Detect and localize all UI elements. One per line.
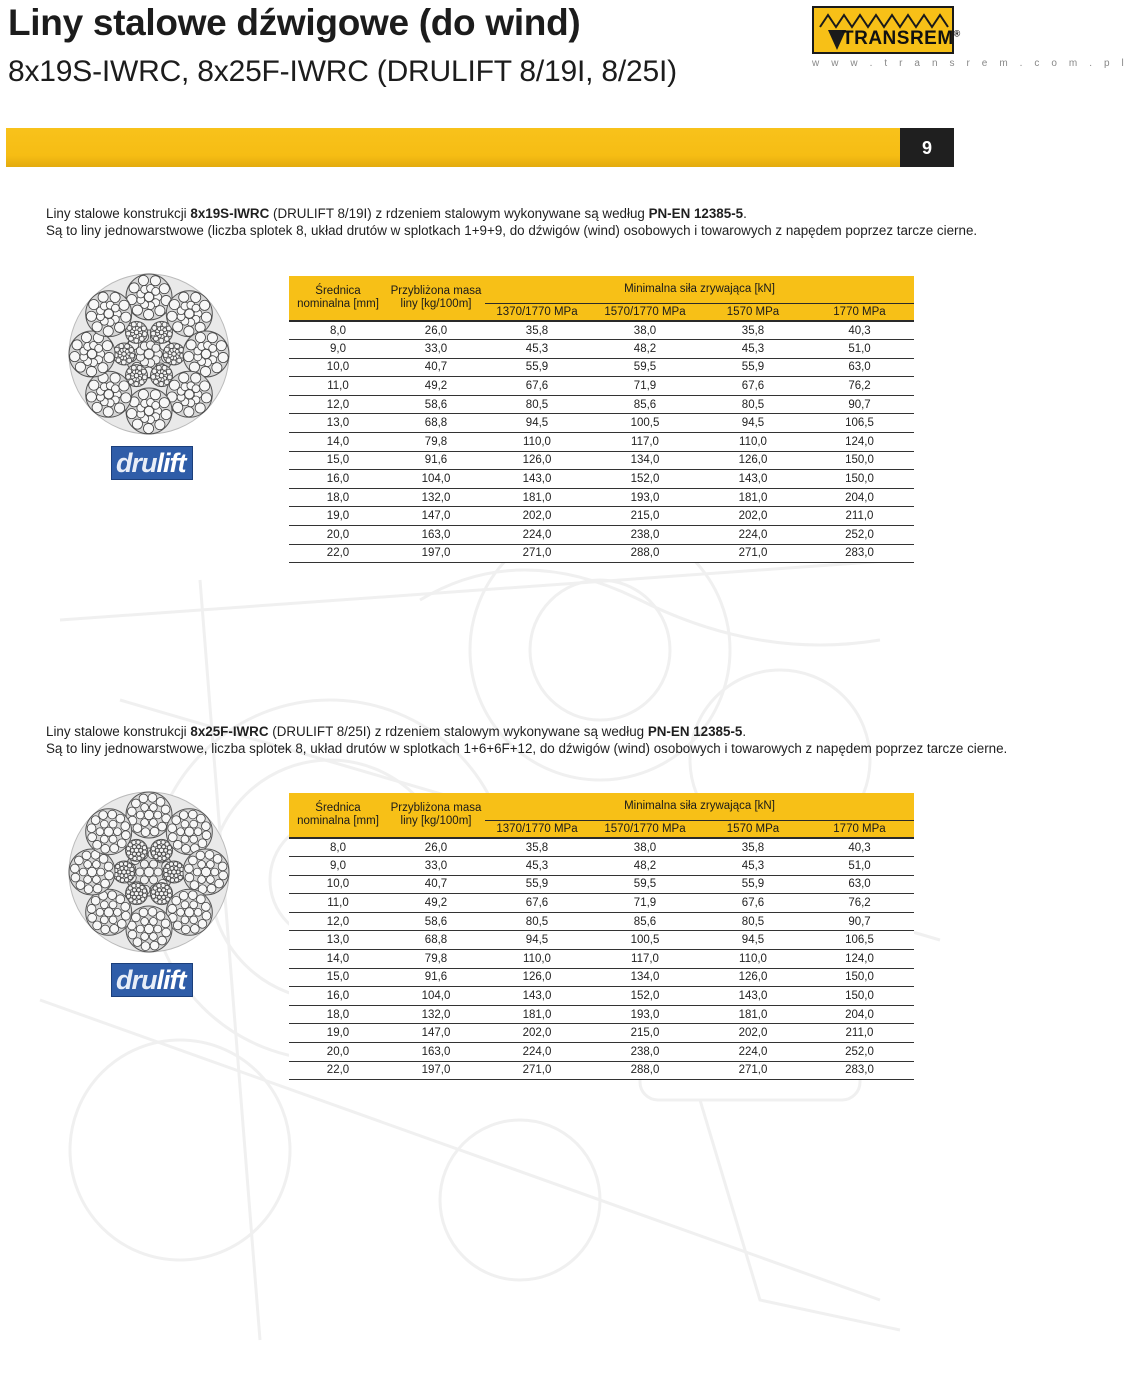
table-row bbox=[289, 451, 914, 470]
table-row bbox=[289, 968, 914, 987]
subcol-header: 1370/1770 MPa bbox=[485, 303, 589, 321]
table-cell: 10,0 bbox=[289, 875, 387, 894]
table-row bbox=[289, 875, 914, 894]
table-cell: 79,8 bbox=[387, 433, 485, 452]
table-cell: 110,0 bbox=[485, 950, 589, 969]
spec-table-8x25 bbox=[289, 793, 914, 1080]
table-cell: 35,8 bbox=[485, 838, 589, 857]
table-cell: 11,0 bbox=[289, 894, 387, 913]
table-cell: 124,0 bbox=[805, 433, 914, 452]
table-cell: 238,0 bbox=[589, 526, 701, 545]
table-cell: 13,0 bbox=[289, 931, 387, 950]
table-cell: 202,0 bbox=[485, 507, 589, 526]
table-cell: 202,0 bbox=[485, 1024, 589, 1043]
table-row bbox=[289, 358, 914, 377]
table-cell: 40,7 bbox=[387, 358, 485, 377]
col-header-mass: Przybliżona masa liny [kg/100m] bbox=[387, 793, 485, 838]
standard-name: PN-EN 12385-5 bbox=[647, 724, 743, 739]
table-cell: 143,0 bbox=[485, 987, 589, 1006]
table-cell: 9,0 bbox=[289, 857, 387, 876]
table-cell: 91,6 bbox=[387, 968, 485, 987]
table-cell: 202,0 bbox=[701, 1024, 805, 1043]
table-cell: 51,0 bbox=[805, 857, 914, 876]
table-cell: 150,0 bbox=[805, 470, 914, 489]
page-subtitle: 8x19S-IWRC, 8x25F-IWRC (DRULIFT 8/19I, 8/25I) bbox=[8, 55, 677, 88]
table-cell: 58,6 bbox=[387, 912, 485, 931]
table-cell: 100,5 bbox=[589, 931, 701, 950]
table-cell: 80,5 bbox=[701, 395, 805, 414]
table-cell: 49,2 bbox=[387, 377, 485, 396]
table-cell: 152,0 bbox=[589, 987, 701, 1006]
website-link[interactable]: w w w . t r a n s r e m . c o m . p l bbox=[812, 58, 1128, 69]
table-cell: 67,6 bbox=[701, 377, 805, 396]
table-cell: 150,0 bbox=[805, 987, 914, 1006]
table-cell: 100,5 bbox=[589, 414, 701, 433]
table-row bbox=[289, 987, 914, 1006]
table-cell: 55,9 bbox=[701, 875, 805, 894]
logo-text: TRANSREM bbox=[842, 28, 954, 49]
table-cell: 55,9 bbox=[701, 358, 805, 377]
table-cell: 271,0 bbox=[701, 544, 805, 563]
transrem-logo[interactable] bbox=[812, 6, 961, 54]
table-cell: 90,7 bbox=[805, 395, 914, 414]
table-cell: 16,0 bbox=[289, 987, 387, 1006]
spec-table-8x19 bbox=[289, 276, 914, 563]
table-row bbox=[289, 857, 914, 876]
table-cell: 163,0 bbox=[387, 526, 485, 545]
intro-text: Liny stalowe konstrukcji bbox=[46, 206, 191, 221]
drulift-logo-part1: dru bbox=[116, 965, 157, 995]
table-cell: 68,8 bbox=[387, 931, 485, 950]
table-cell: 126,0 bbox=[701, 451, 805, 470]
table-cell: 58,6 bbox=[387, 395, 485, 414]
table-cell: 45,3 bbox=[485, 857, 589, 876]
table-cell: 252,0 bbox=[805, 1043, 914, 1062]
table-cell: 67,6 bbox=[485, 377, 589, 396]
table-cell: 22,0 bbox=[289, 1061, 387, 1080]
table-cell: 104,0 bbox=[387, 987, 485, 1006]
table-row bbox=[289, 1005, 914, 1024]
table-cell: 211,0 bbox=[805, 507, 914, 526]
table-cell: 132,0 bbox=[387, 488, 485, 507]
table-cell: 117,0 bbox=[589, 950, 701, 969]
table-cell: 26,0 bbox=[387, 838, 485, 857]
table-cell: 197,0 bbox=[387, 544, 485, 563]
table-cell: 224,0 bbox=[701, 526, 805, 545]
col-header-mass: Przybliżona masa liny [kg/100m] bbox=[387, 276, 485, 321]
table-cell: 85,6 bbox=[589, 395, 701, 414]
table-cell: 38,0 bbox=[589, 321, 701, 340]
table-cell: 48,2 bbox=[589, 857, 701, 876]
table-cell: 68,8 bbox=[387, 414, 485, 433]
intro-text: . bbox=[742, 724, 747, 739]
table-cell: 94,5 bbox=[701, 414, 805, 433]
table-cell: 252,0 bbox=[805, 526, 914, 545]
table-cell: 55,9 bbox=[485, 358, 589, 377]
table-cell: 76,2 bbox=[805, 377, 914, 396]
rope-cross-section-8x25-image bbox=[68, 791, 230, 953]
table-cell: 18,0 bbox=[289, 1005, 387, 1024]
table-cell: 147,0 bbox=[387, 507, 485, 526]
table-cell: 143,0 bbox=[485, 470, 589, 489]
table-cell: 150,0 bbox=[805, 968, 914, 987]
table-body bbox=[289, 838, 914, 1080]
table-row bbox=[289, 544, 914, 563]
table-cell: 126,0 bbox=[485, 451, 589, 470]
table-row bbox=[289, 1061, 914, 1080]
drulift-logo-part2: lift bbox=[156, 965, 186, 995]
table-cell: 94,5 bbox=[701, 931, 805, 950]
table-cell: 40,3 bbox=[805, 838, 914, 857]
table-cell: 271,0 bbox=[485, 1061, 589, 1080]
table-cell: 110,0 bbox=[485, 433, 589, 452]
table-cell: 76,2 bbox=[805, 894, 914, 913]
table-cell: 63,0 bbox=[805, 875, 914, 894]
table-cell: 48,2 bbox=[589, 340, 701, 359]
table-row bbox=[289, 340, 914, 359]
section1-intro-line1 bbox=[46, 205, 747, 222]
table-cell: 26,0 bbox=[387, 321, 485, 340]
table-cell: 80,5 bbox=[485, 395, 589, 414]
table-cell: 238,0 bbox=[589, 1043, 701, 1062]
table-row bbox=[289, 838, 914, 857]
table-row bbox=[289, 894, 914, 913]
construction-name: 8x19S-IWRC bbox=[190, 206, 270, 221]
table-cell: 163,0 bbox=[387, 1043, 485, 1062]
table-cell: 8,0 bbox=[289, 321, 387, 340]
table-cell: 288,0 bbox=[589, 544, 701, 563]
table-row bbox=[289, 912, 914, 931]
drulift-logo-part2: lift bbox=[156, 448, 186, 478]
table-row bbox=[289, 1043, 914, 1062]
rope-cross-section-8x19-image bbox=[68, 273, 230, 435]
table-cell: 51,0 bbox=[805, 340, 914, 359]
table-cell: 85,6 bbox=[589, 912, 701, 931]
table-cell: 143,0 bbox=[701, 987, 805, 1006]
table-cell: 204,0 bbox=[805, 488, 914, 507]
table-cell: 288,0 bbox=[589, 1061, 701, 1080]
table-cell: 35,8 bbox=[701, 838, 805, 857]
table-row bbox=[289, 950, 914, 969]
table-cell: 271,0 bbox=[485, 544, 589, 563]
table-row bbox=[289, 526, 914, 545]
col-header-diameter: Średnica nominalna [mm] bbox=[289, 793, 387, 838]
table-cell: 110,0 bbox=[701, 433, 805, 452]
table-cell: 224,0 bbox=[485, 526, 589, 545]
section2-intro-line1 bbox=[46, 723, 746, 740]
table-cell: 8,0 bbox=[289, 838, 387, 857]
table-cell: 211,0 bbox=[805, 1024, 914, 1043]
table-cell: 181,0 bbox=[701, 488, 805, 507]
table-cell: 35,8 bbox=[701, 321, 805, 340]
table-cell: 18,0 bbox=[289, 488, 387, 507]
table-cell: 143,0 bbox=[701, 470, 805, 489]
table-cell: 20,0 bbox=[289, 1043, 387, 1062]
logo-zigzag-icon bbox=[820, 14, 948, 28]
table-cell: 193,0 bbox=[589, 488, 701, 507]
table-cell: 132,0 bbox=[387, 1005, 485, 1024]
table-cell: 283,0 bbox=[805, 544, 914, 563]
section1-intro-line2: Są to liny jednowarstwowe (liczba splotek 8, układ drutów w splotkach 1+9+9, do dźwigów (wind) osobowych i towarowych z napędem poprzez tarcze cierne. bbox=[46, 223, 978, 238]
table-cell: 14,0 bbox=[289, 950, 387, 969]
table-cell: 197,0 bbox=[387, 1061, 485, 1080]
table-cell: 22,0 bbox=[289, 544, 387, 563]
table-cell: 181,0 bbox=[701, 1005, 805, 1024]
table-cell: 20,0 bbox=[289, 526, 387, 545]
table-cell: 104,0 bbox=[387, 470, 485, 489]
table-cell: 45,3 bbox=[701, 340, 805, 359]
subcol-header: 1570/1770 MPa bbox=[589, 820, 701, 838]
table-cell: 38,0 bbox=[589, 838, 701, 857]
table-cell: 35,8 bbox=[485, 321, 589, 340]
table-cell: 71,9 bbox=[589, 894, 701, 913]
table-cell: 40,7 bbox=[387, 875, 485, 894]
table-cell: 67,6 bbox=[701, 894, 805, 913]
page-number: 9 bbox=[900, 128, 954, 167]
table-cell: 90,7 bbox=[805, 912, 914, 931]
table-cell: 33,0 bbox=[387, 857, 485, 876]
table-cell: 124,0 bbox=[805, 950, 914, 969]
table-cell: 40,3 bbox=[805, 321, 914, 340]
table-cell: 106,5 bbox=[805, 931, 914, 950]
table-cell: 19,0 bbox=[289, 1024, 387, 1043]
table-cell: 224,0 bbox=[485, 1043, 589, 1062]
table-row bbox=[289, 377, 914, 396]
table-body bbox=[289, 321, 914, 563]
table-cell: 80,5 bbox=[701, 912, 805, 931]
table-cell: 204,0 bbox=[805, 1005, 914, 1024]
table-cell: 80,5 bbox=[485, 912, 589, 931]
section2-intro-line2: Są to liny jednowarstwowe, liczba splotek 8, układ drutów w splotkach 1+6+6F+12, do dźwigów (wind) osobowych i towarowych z napędem poprzez tarcze cierne. bbox=[46, 741, 1008, 756]
table-row bbox=[289, 1024, 914, 1043]
table-cell: 11,0 bbox=[289, 377, 387, 396]
table-cell: 215,0 bbox=[589, 507, 701, 526]
table-cell: 283,0 bbox=[805, 1061, 914, 1080]
table-cell: 12,0 bbox=[289, 395, 387, 414]
subcol-header: 1570 MPa bbox=[701, 303, 805, 321]
intro-text: (DRULIFT 8/19I) z rdzeniem stalowym wykonywane są według bbox=[269, 206, 649, 221]
table-cell: 94,5 bbox=[485, 414, 589, 433]
yellow-header-band bbox=[6, 128, 900, 167]
table-row bbox=[289, 395, 914, 414]
table-cell: 16,0 bbox=[289, 470, 387, 489]
table-cell: 271,0 bbox=[701, 1061, 805, 1080]
table-cell: 134,0 bbox=[589, 451, 701, 470]
table-cell: 117,0 bbox=[589, 433, 701, 452]
intro-text: . bbox=[743, 206, 747, 221]
table-cell: 15,0 bbox=[289, 451, 387, 470]
table-cell: 134,0 bbox=[589, 968, 701, 987]
col-header-breaking-force: Minimalna siła zrywająca [kN] bbox=[485, 793, 914, 820]
table-cell: 215,0 bbox=[589, 1024, 701, 1043]
table-row bbox=[289, 433, 914, 452]
logo-registered-mark: ® bbox=[953, 28, 961, 39]
subcol-header: 1370/1770 MPa bbox=[485, 820, 589, 838]
table-cell: 67,6 bbox=[485, 894, 589, 913]
table-cell: 63,0 bbox=[805, 358, 914, 377]
table-cell: 71,9 bbox=[589, 377, 701, 396]
subcol-header: 1570 MPa bbox=[701, 820, 805, 838]
subcol-header: 1570/1770 MPa bbox=[589, 303, 701, 321]
table-cell: 45,3 bbox=[701, 857, 805, 876]
col-header-diameter: Średnica nominalna [mm] bbox=[289, 276, 387, 321]
subcol-header: 1770 MPa bbox=[805, 303, 914, 321]
table-cell: 181,0 bbox=[485, 488, 589, 507]
table-cell: 13,0 bbox=[289, 414, 387, 433]
table-cell: 55,9 bbox=[485, 875, 589, 894]
drulift-logo bbox=[111, 963, 193, 997]
table-cell: 79,8 bbox=[387, 950, 485, 969]
drulift-logo bbox=[111, 446, 193, 480]
subcol-header: 1770 MPa bbox=[805, 820, 914, 838]
table-cell: 150,0 bbox=[805, 451, 914, 470]
table-cell: 224,0 bbox=[701, 1043, 805, 1062]
table-row bbox=[289, 488, 914, 507]
table-cell: 59,5 bbox=[589, 358, 701, 377]
page-title: Liny stalowe dźwigowe (do wind) bbox=[8, 2, 581, 43]
table-cell: 33,0 bbox=[387, 340, 485, 359]
table-cell: 94,5 bbox=[485, 931, 589, 950]
table-cell: 49,2 bbox=[387, 894, 485, 913]
table-cell: 9,0 bbox=[289, 340, 387, 359]
drulift-logo-part1: dru bbox=[116, 448, 157, 478]
standard-name: PN-EN 12385-5 bbox=[648, 206, 744, 221]
table-cell: 14,0 bbox=[289, 433, 387, 452]
table-cell: 126,0 bbox=[701, 968, 805, 987]
table-row bbox=[289, 321, 914, 340]
table-cell: 106,5 bbox=[805, 414, 914, 433]
table-row bbox=[289, 414, 914, 433]
table-cell: 59,5 bbox=[589, 875, 701, 894]
table-cell: 126,0 bbox=[485, 968, 589, 987]
col-header-breaking-force: Minimalna siła zrywająca [kN] bbox=[485, 276, 914, 303]
table-cell: 45,3 bbox=[485, 340, 589, 359]
table-cell: 147,0 bbox=[387, 1024, 485, 1043]
intro-text: (DRULIFT 8/25I) z rdzeniem stalowym wykonywane są według bbox=[268, 724, 648, 739]
table-row bbox=[289, 507, 914, 526]
table-cell: 193,0 bbox=[589, 1005, 701, 1024]
table-cell: 10,0 bbox=[289, 358, 387, 377]
intro-text: Liny stalowe konstrukcji bbox=[46, 724, 191, 739]
table-cell: 19,0 bbox=[289, 507, 387, 526]
table-cell: 15,0 bbox=[289, 968, 387, 987]
table-cell: 12,0 bbox=[289, 912, 387, 931]
table-cell: 202,0 bbox=[701, 507, 805, 526]
table-cell: 152,0 bbox=[589, 470, 701, 489]
table-row bbox=[289, 931, 914, 950]
construction-name: 8x25F-IWRC bbox=[190, 724, 269, 739]
table-cell: 91,6 bbox=[387, 451, 485, 470]
table-cell: 110,0 bbox=[701, 950, 805, 969]
table-cell: 181,0 bbox=[485, 1005, 589, 1024]
table-row bbox=[289, 470, 914, 489]
